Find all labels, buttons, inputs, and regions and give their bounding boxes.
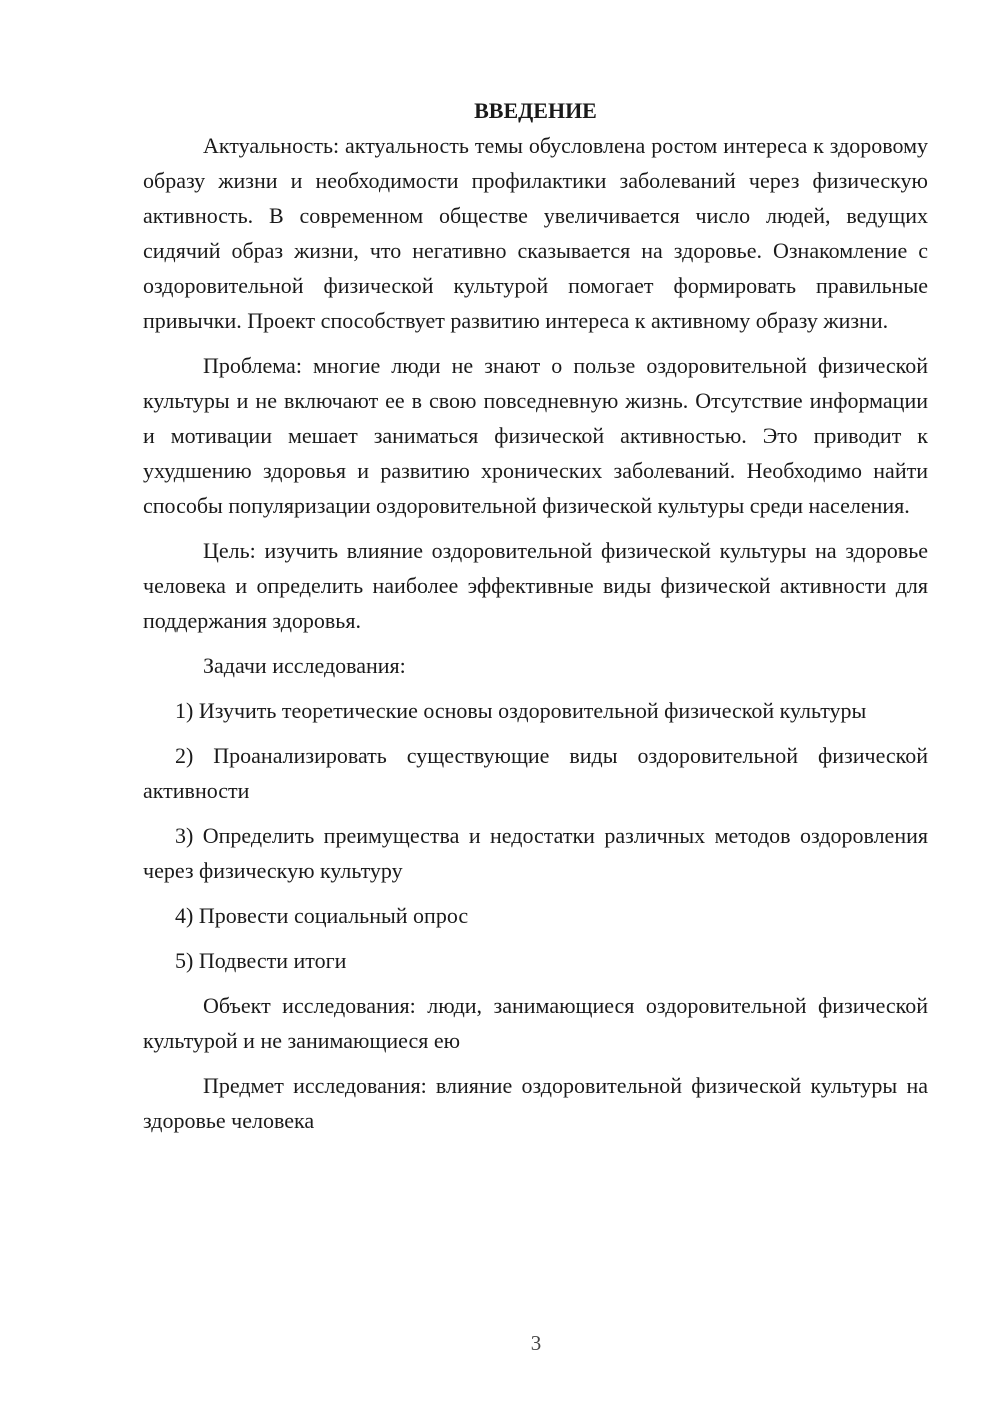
page-number: 3 bbox=[530, 1331, 542, 1355]
task-item: 5) Подвести итоги bbox=[175, 948, 347, 973]
problem-paragraph: Проблема: многие люди не знают о пользе оздоровительной физической культуры и не включают ее в свою повседневную жизнь. Отсутствие информации и мотивации мешает заниматься физической активностью. Это приводит к ухудшению здоровья и развитию хронических заболеваний. Необходимо найти способы популяризации оздоровительной физической культуры среди населения. bbox=[143, 353, 928, 518]
task-item: 4) Провести социальный опрос bbox=[175, 903, 469, 928]
goal-paragraph: Цель: изучить влияние оздоровительной физической культуры на здоровье человека и определить наиболее эффективные виды физической активности для поддержания здоровья. bbox=[143, 538, 928, 633]
task-item: 3) Определить преимущества и недостатки различных методов оздоровления через физическую культуру bbox=[143, 823, 928, 883]
subject-paragraph: Предмет исследования: влияние оздоровительной физической культуры на здоровье человека bbox=[143, 1073, 928, 1133]
tasks-heading: Задачи исследования: bbox=[203, 653, 406, 678]
object-paragraph: Объект исследования: люди, занимающиеся оздоровительной физической культурой и не занимающиеся ею bbox=[143, 993, 928, 1053]
document-page bbox=[143, 93, 928, 1148]
relevance-paragraph: Актуальность: актуальность темы обусловлена ростом интереса к здоровому образу жизни и необходимости профилактики заболеваний через физическую активность. В современном обществе увеличивается число людей, ведущих сидячий образ жизни, что негативно сказывается на здоровье. Ознакомление с оздоровительной физической культурой помогает формировать правильные привычки. Проект способствует развитию интереса к активному образу жизни. bbox=[143, 133, 928, 333]
task-item: 2) Проанализировать существующие виды оздоровительной физической активности bbox=[143, 743, 928, 803]
page-title: ВВЕДЕНИЕ bbox=[474, 98, 597, 123]
task-item: 1) Изучить теоретические основы оздоровительной физической культуры bbox=[175, 698, 867, 723]
